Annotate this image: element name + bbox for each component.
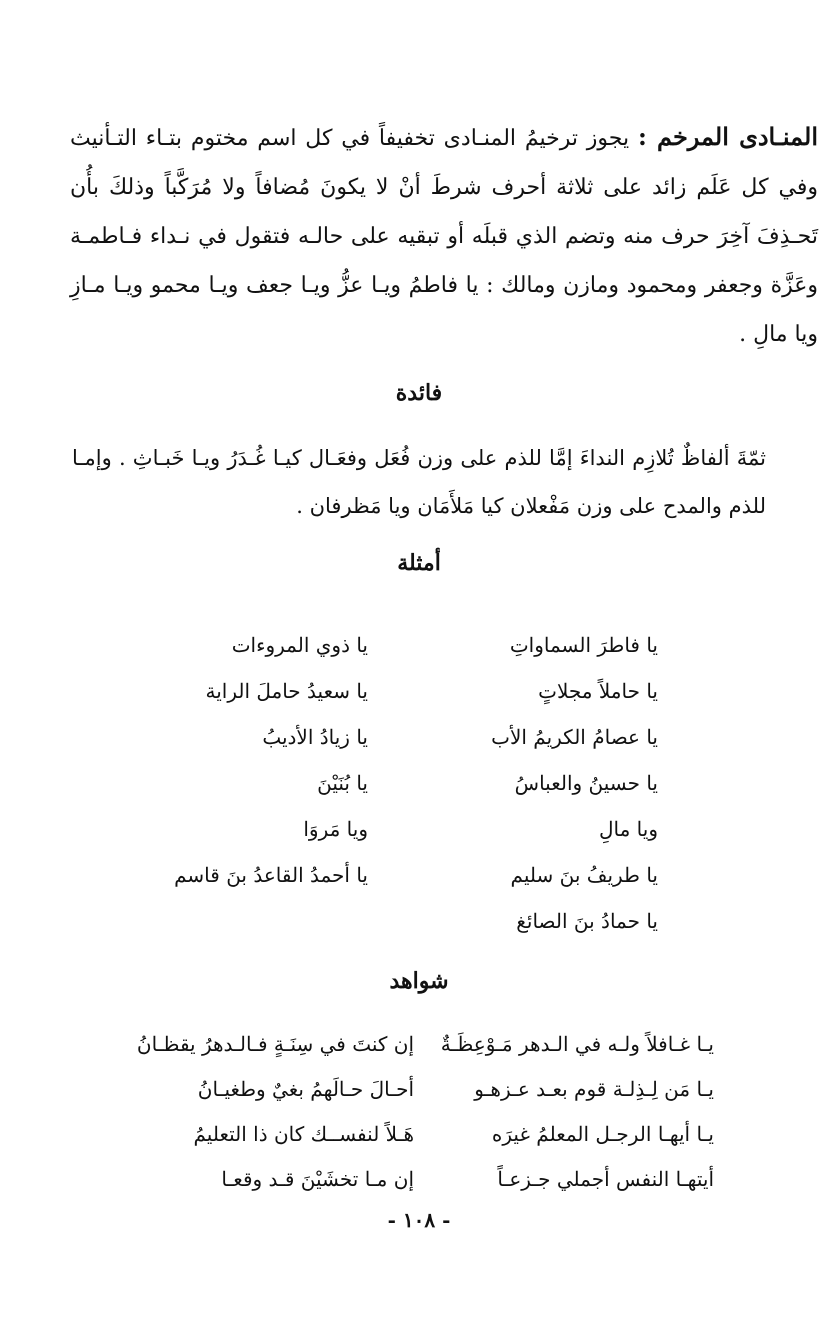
example-item: ويا مَروَا — [303, 817, 368, 841]
poetry-verses — [114, 1022, 714, 1202]
verse-second-hemistich: إن كنتَ في سِنَـةٍ فـالـدهرُ يقظـانُ — [136, 1032, 414, 1056]
page-number: - ١٠٨ - — [387, 1208, 451, 1232]
term-munada-murakham: المنـادى المرخم : — [637, 122, 818, 151]
example-item: يا سعيدُ حاملَ الراية — [205, 679, 368, 703]
verse-first-hemistich: يـا غـافلاً ولـه في الـدهر مَـوْعِظَـةٌ — [440, 1032, 714, 1056]
example-item: يا عصامُ الكريمُ الأب — [491, 725, 658, 749]
verse-second-hemistich: إن مـا تخشَيْنَ قـد وقعـا — [221, 1167, 414, 1191]
verse-second-hemistich: أحـالَ حـالَهمُ بغيٌ وطغيـانُ — [197, 1077, 414, 1101]
verse-second-hemistich: هَـلاً لنفســك كان ذا التعليمُ — [193, 1122, 414, 1146]
examples-list — [78, 622, 658, 944]
example-item: يا ذوي المروءات — [231, 633, 368, 657]
verse-first-hemistich: يـا مَن لِـذِلـة قوم بعـد عـزهـو — [474, 1077, 714, 1101]
verse-first-hemistich: أيتهـا النفس أجملي جـزعـاً — [497, 1167, 714, 1191]
heading-faida: فائدة — [395, 380, 443, 406]
example-item: يا فاطرَ السماواتِ — [509, 633, 658, 657]
heading-amthila: أمثلة — [397, 550, 441, 576]
example-item: يا طريفُ بنَ سليم — [510, 863, 658, 887]
intro-text: يجوز ترخيمُ المنـادى تخفيفاً في كل اسم مختوم بتـاء التـأنيث وفي كل عَلَم زائد على ثلاثة أحرف شرطَ أنْ لا يكونَ مُضافاً ولا مُرَكَّباً وذلكَ بأُن تَحـذِفَ آخِرَ حرف منه وتضم الذي قبلَه أو تبقيه على حالـه فتقول في نـداء فـاطمـة وعَزَّة وجعفر ومحمود ومازن ومالك : يا فاطمُ ويـا عزُّ ويـا جعف ويـا محمو ويـا مـازِ ويا مالِ . — [70, 126, 818, 347]
example-item: يا حاملاً مجلاتٍ — [538, 679, 658, 703]
verse-first-hemistich: يـا أيهـا الرجـل المعلمُ غيرَه — [491, 1122, 714, 1146]
example-item: يا زيادُ الأديبُ — [262, 725, 368, 749]
intro-paragraph — [70, 112, 818, 359]
example-item: يا حمادُ بنَ الصائغ — [516, 909, 658, 933]
example-item: ويا مالِ — [598, 817, 658, 841]
example-item: يا حسينُ والعباسُ — [514, 771, 658, 795]
faida-paragraph: ثمّةَ ألفاظٌ تُلازِم النداءَ إمَّا للذم على وزن فُعَل وفعَـال كيـا غُـدَرُ ويـا خَبـاثِ . وإمـا للذم والمدح على وزن مَفْعلان كيا مَلأَمَان ويا مَظرفان . — [72, 446, 766, 518]
example-item: يا أحمدُ القاعدُ بنَ قاسم — [174, 863, 368, 887]
example-item: يا بُنَيْنَ — [317, 771, 368, 795]
heading-shawahid: شواهد — [389, 968, 449, 994]
